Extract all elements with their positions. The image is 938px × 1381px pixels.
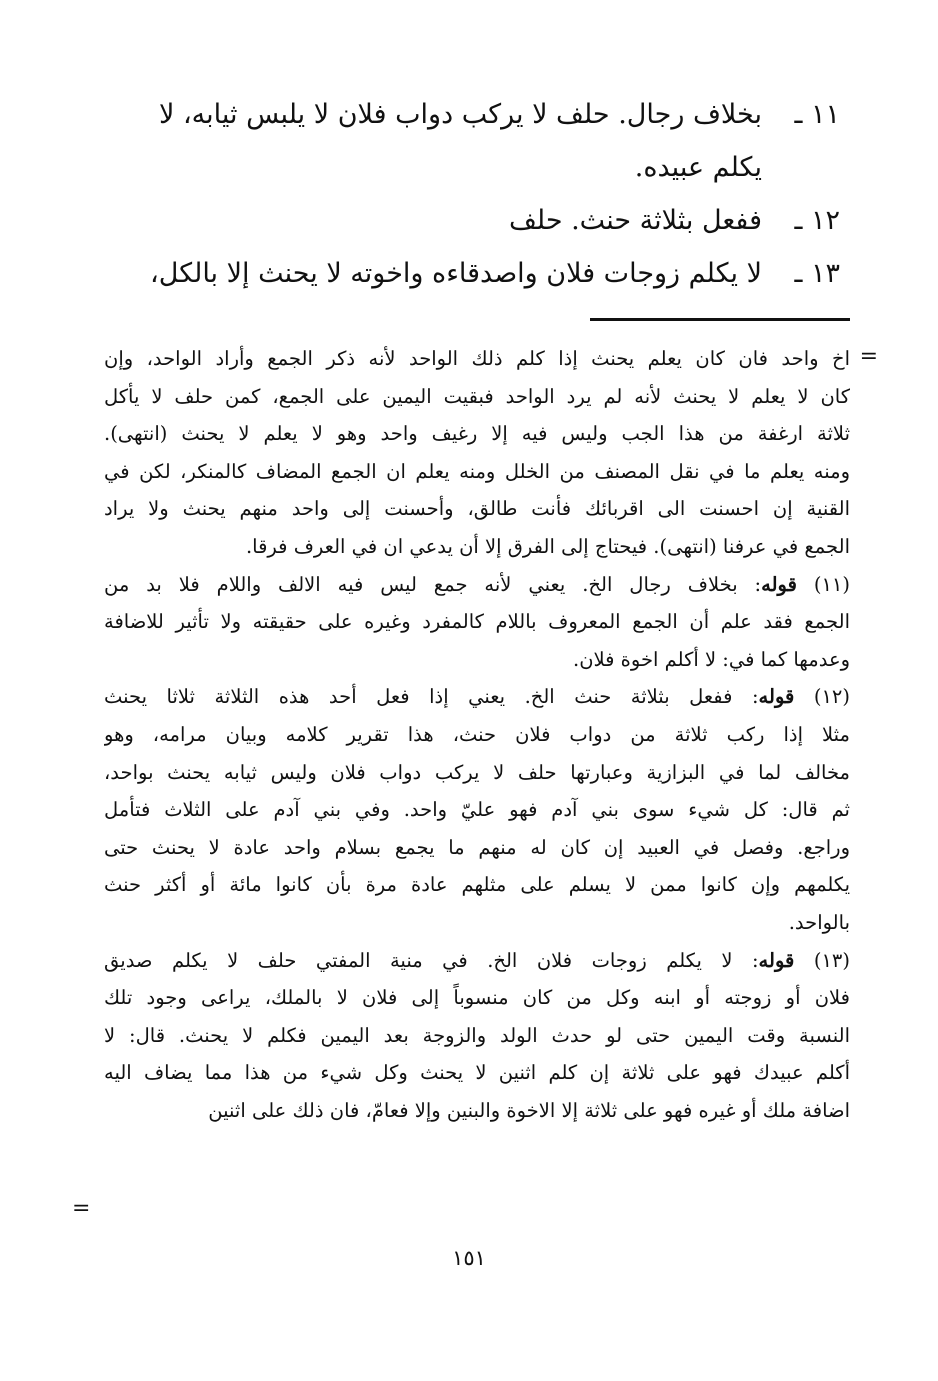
main-line-text: يكلم عبيده. — [634, 152, 762, 183]
main-line-text: بخلاف رجال. حلف لا يركب دواب فلان لا يلبس ثيابه، لا — [158, 99, 762, 130]
note-keyword: قوله — [761, 572, 797, 596]
note-line: الجمع فقد علم أن الجمع المعروف باللام كالمفرد وغيره على حقيقته ولا تأثير للاضافة — [104, 610, 850, 634]
footnotes-block — [104, 340, 850, 1129]
end-continuation-mark: = — [72, 1196, 91, 1221]
main-line-text: لا يكلم زوجات فلان واصدقاءه واخوته لا يحنث إلا بالكل، — [150, 258, 762, 289]
note-line: (١٢) قوله: ففعل بثلاثة حنث الخ. يعني إذا فعل أحد هذه الثلاثة ثلاثا يحنث — [104, 685, 850, 709]
note-line: كان لا يعلم لا يحنث لأنه لم يرد الواحد فبقيت اليمين على الجمع، كمن حلف لا يأكل — [104, 384, 850, 408]
main-line-12 — [110, 194, 840, 247]
item-number: ١٢ ـ — [794, 205, 840, 236]
note-line: القنية إن احسنت الى اقربائك فأنت طالق، وأحسنت إلى واحد منهم يحنث ولا يراد — [104, 497, 850, 521]
main-text-block — [110, 88, 840, 300]
note-line: الجمع في عرفنا (انتهى). فيحتاج إلى الفرق إلا أن يدعي ان في العرف فرقا. — [245, 534, 850, 558]
note-keyword: قوله — [758, 948, 795, 972]
item-number: ١١ ـ — [794, 99, 840, 130]
note-line: مخالف لما في البزازية وعبارتها حلف لا يركب دواب فلان وليس ثيابه يحنث بواحد، — [104, 760, 850, 784]
note-line: وراجع. وفصل في العبيد إن كان له منهم ما يجمع بسلام واحد عادة لا يحنث حتى — [104, 835, 850, 859]
note-line: النسبة وقت اليمين حتى لو حدث الولد والزوجة بعد اليمين فكلم لا يحنث. قال: لا — [104, 1023, 850, 1047]
note-line: اخ واحد فان كان يعلم يحنث إذا كلم ذلك الواحد لأنه ذكر الجمع وأراد الواحد، وإن — [104, 347, 850, 370]
note-line: اضافة ملك أو غيره فهو على ثلاثة إلا الاخوة والبنين وإلا فعامّ، فان ذلك على اثنين — [208, 1098, 850, 1122]
note-line: بالواحد. — [788, 910, 850, 934]
note-line: ثلاثة ارغفة من هذا الجب وليس فيه إلا رغيف واحد وهو لا يعلم لا يحنث (انتهى). — [104, 422, 850, 446]
page-number: ١٥١ — [452, 1246, 486, 1270]
note-line: وعدمها كما في: لا أكلم اخوة فلان. — [573, 647, 850, 671]
note-line: (١٣) قوله: لا يكلم زوجات فلان الخ. في منية المفتي حلف لا يكلم صديق — [104, 948, 850, 972]
main-line-text: ففعل بثلاثة حنث. حلف — [508, 205, 762, 236]
continuation-mark: = — [859, 344, 878, 369]
note-line: مثلا إذا ركب ثلاثة من دواب فلان حنث، هذا تقرير كلامه وبيان مرامه، وهو — [104, 722, 850, 746]
note-line: (١١) قوله: بخلاف رجال الخ. يعني لأنه جمع ليس فيه الالف واللام فلا بد من — [104, 572, 850, 596]
item-number: ١٣ ـ — [794, 258, 840, 289]
note-line: يكلمهم وإن كانوا ممن لا يسلم على مثلهم عادة مرة بأن كانوا مائة أو أكثر حنث — [104, 873, 850, 897]
main-line-13 — [110, 247, 840, 300]
main-line-11-continued — [110, 141, 840, 194]
note-line: ثم قال: كل شيء سوى بني آدم فهو عليّ واحد. وفي بني آدم على الثلاث فتأمل — [104, 798, 850, 822]
note-line: ومنه يعلم ما في نقل المصنف من الخلل ومنه يعلم ان الجمع المضاف كالمنكر، لكن في — [104, 459, 850, 483]
main-line-11 — [110, 88, 840, 141]
note-line: أكلم عبيدك فهو على ثلاثة إن كلم اثنين لا يحنث وكل شيء من هذا مما يضاف اليه — [104, 1061, 850, 1085]
note-keyword: قوله — [758, 685, 795, 709]
footnote-separator-rule — [590, 318, 850, 321]
note-line: فلان أو زوجته أو ابنه وكل من كان منسوباً إلى فلان لا بالملك، يراعى وجود تلك — [104, 986, 850, 1010]
